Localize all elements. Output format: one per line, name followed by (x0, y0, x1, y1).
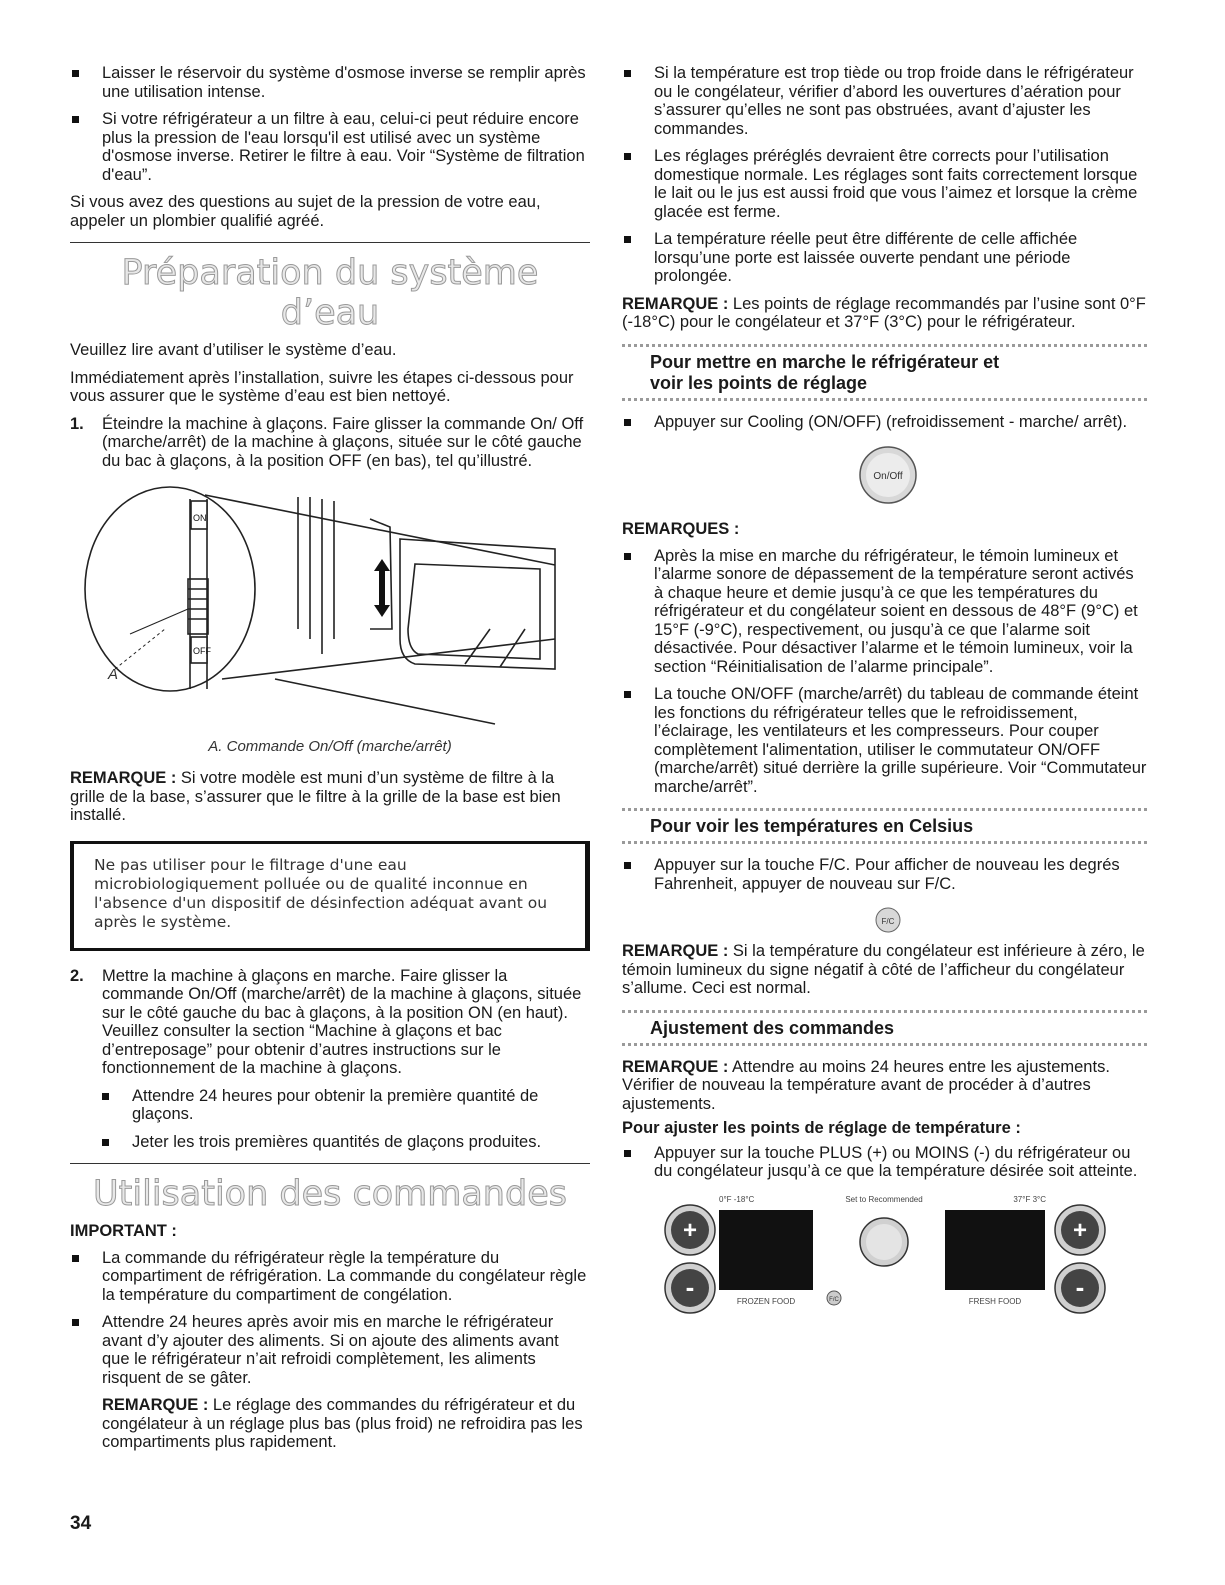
on-label: ON (193, 513, 207, 523)
minus-sign: - (685, 1271, 695, 1302)
control-panel-figure (622, 1190, 1147, 1315)
up-down-arrow-icon (374, 559, 390, 617)
remarque-text: Si la température du congélateur est inférieure à zéro, le témoin lumineux du signe négatif à côté de l’afficheur du congélateur s’allume. Ceci est normal. (622, 942, 1145, 997)
remarque-filter (70, 769, 590, 825)
fc-button-figure (622, 902, 1147, 942)
fc-small-label: F/C (829, 1296, 839, 1303)
frozen-food-label: FROZEN FOOD (736, 1296, 796, 1306)
list-item: Après la mise en marche du réfrigérateur, le témoin lumineux et l’alarme sonore de dépassement de la température seront activés à chaque heure et demie jusqu’à ce que les températures du réfrigérateur et du congélateur soient en dessous de 48°F (9°C) et 15°F (-9°C), respectivement, ou jusqu’à ce que l’alarme soit désactivée. Pour désactiver l’alarme et le témoin lumineux, voir la section “Réinitialisation de l’alarme principale”. (622, 547, 1147, 677)
remarque-text: Si votre modèle est muni d’un système de filtre à la grille de la base, s’assurer que le filtre à la grille de la base est bien installé. (70, 769, 561, 824)
section-heading-start (622, 344, 1147, 401)
remarque-label: REMARQUE : (622, 942, 729, 960)
freezer-display (719, 1210, 813, 1290)
section-heading-celsius: Pour voir les températures en Celsius (622, 808, 1147, 844)
usage-remarque (102, 1396, 590, 1452)
list-item: Appuyer sur la touche PLUS (+) ou MOINS (-) du réfrigérateur ou du congélateur jusqu’à ce que la température désirée soit atteinte. (622, 1144, 1147, 1181)
freezer-plus-button (665, 1205, 715, 1255)
list-item: Laisser le réservoir du système d'osmose inverse se remplir après une utilisation intense. (70, 64, 590, 101)
remarque-text: Les points de réglage recommandés par l’usine sont 0°F (-18°C) pour le congélateur et 37°F (3°C) pour le réfrigérateur. (622, 294, 1146, 331)
set-recommended-label: Set to Recommended (845, 1194, 923, 1204)
step-1 (70, 415, 590, 471)
paragraph: Immédiatement après l’installation, suivre les étapes ci-dessous pour vous assurer que le système d’eau est bien nettoyé. (70, 368, 574, 405)
adjust-label: Pour ajuster les points de réglage de température : (622, 1119, 1021, 1137)
step-text: Éteindre la machine à glaçons. Faire glisser la commande On/ Off (marche/arrêt) de la machine à glaçons, située sur le côté gauche du bac à glaçons, à la position OFF (en bas), tel qu’illustré. (102, 414, 584, 470)
list-item: La commande du réfrigérateur règle la température du compartiment de réfrigération. La commande du congélateur règle la température du compartiment de congélation. (70, 1249, 590, 1305)
figure-caption: A. Commande On/Off (marche/arrêt) (208, 738, 452, 755)
ice-maker-figure (70, 479, 590, 734)
remarque-label: REMARQUE : (102, 1396, 209, 1414)
right-column (622, 64, 1147, 1315)
onoff-button-figure (622, 440, 1147, 520)
minus-sign: - (1075, 1271, 1085, 1302)
freezer-temp-label: 0°F -18°C (719, 1194, 755, 1204)
remarque-setpoints (622, 295, 1147, 332)
remarque-text: Le réglage des commandes du réfrigérateur et du congélateur à un réglage plus bas (plus froid) ne refroidira pas les compartiments plus rapidement. (102, 1396, 583, 1451)
fridge-temp-label: 37°F 3°C (1013, 1194, 1046, 1204)
warning-text: Ne pas utiliser pour le filtrage d'une eau microbiologiquement polluée ou de qualité inconnue en l'absence d'un dispositif de désinfection adéquat avant ou après le système. (94, 855, 548, 931)
pressure-note: Si vous avez des questions au sujet de la pression de votre eau, appeler un plombier qualifié agréé. (70, 193, 541, 230)
heading-line: voir les points de réglage (650, 372, 868, 393)
remarque-text: Attendre au moins 24 heures entre les ajustements. Vérifier de nouveau la température avant de procéder à d’autres ajustements. (622, 1057, 1110, 1113)
ice-maker-drawing (85, 487, 555, 724)
list-item: Les réglages préréglés devraient être corrects pour l’utilisation domestique normale. Les réglages sont faits correctement lorsque le lait ou le jus est aussi froid que vous l’aimez et lorsque la crème glacée est ferme. (622, 147, 1147, 221)
list-item: La touche ON/OFF (marche/arrêt) du tableau de commande éteint les fonctions du réfrigérateur telles que le refroidissement, l’éclairage, les ventilateurs et les compresseurs. Pour couper complètement l'alimentation, utiliser le commutateur ON/OFF (marche/arrêt) situé derrière la grille supérieure. Voir “Commutateur marche/arrêt”. (622, 685, 1147, 796)
step-number: 1. (70, 414, 84, 433)
plus-sign: + (682, 1216, 698, 1244)
remarque-label: REMARQUE : (622, 1057, 729, 1076)
figure-letter: A (108, 666, 119, 683)
list-item: Si la température est trop tiède ou trop froide dans le réfrigérateur ou le congélateur, vérifier d’abord les ouvertures d’aération pour s’assurer qu’elles ne sont pas obstruées, avant d’ajuster les commandes. (622, 64, 1147, 138)
fresh-food-label: FRESH FOOD (968, 1296, 1022, 1306)
step-text: Mettre la machine à glaçons en marche. Faire glisser la commande On/Off (marche/arrêt) de la machine à glaçons, située sur le côté gauche du bac à glaçons, à la position ON (en haut). Veuillez consulter la section “Machine à glaçons et bac d’entreposage” pour obtenir d’autres instructions sur le fonctionnement de la machine à glaçons. (102, 966, 582, 1077)
plus-sign: + (1072, 1216, 1088, 1244)
divider (70, 242, 590, 243)
remarque-wait (622, 1058, 1147, 1114)
list-item: La température réelle peut être différente de celle affichée lorsqu’une porte est laissée ouverte pendant une période prolongée. (622, 230, 1147, 286)
fridge-display (945, 1210, 1045, 1290)
step-2 (70, 967, 590, 1078)
step-number: 2. (70, 966, 84, 985)
fc-button-label: F/C (881, 917, 895, 926)
list-item: Si votre réfrigérateur a un filtre à eau, celui-ci peut réduire encore plus la pression de l'eau lorsqu'il est utilisé avec un système d'osmose inverse. Retirer le filtre à eau. Voir “Système de filtration d'eau”. (70, 110, 590, 184)
list-item: Jeter les trois premières quantités de glaçons produites. (100, 1133, 590, 1152)
list-item: Appuyer sur la touche F/C. Pour afficher de nouveau les degrés Fahrenheit, appuyer de nouveau sur F/C. (622, 856, 1147, 893)
warning-box (70, 841, 590, 951)
page-number: 34 (70, 1513, 92, 1534)
onoff-button-label: On/Off (873, 471, 903, 482)
section-title-preparation: Préparation du système d’eau (121, 253, 539, 333)
list-item: Appuyer sur Cooling (ON/OFF) (refroidissement - marche/ arrêt). (622, 413, 1147, 432)
important-label: IMPORTANT : (70, 1222, 177, 1240)
remarques-label: REMARQUES : (622, 520, 740, 538)
off-label: OFF (193, 646, 211, 656)
fridge-minus-button (1055, 1263, 1105, 1313)
fridge-plus-button (1055, 1205, 1105, 1255)
section-heading-adjust: Ajustement des commandes (622, 1010, 1147, 1046)
paragraph: Veuillez lire avant d’utiliser le système d’eau. (70, 341, 397, 359)
remarque-label: REMARQUE : (70, 769, 177, 787)
left-column (70, 64, 590, 1452)
section-title-usage: Utilisation des commandes (93, 1174, 567, 1214)
divider (70, 1163, 590, 1164)
heading-line: Pour mettre en marche le réfrigérateur et (650, 351, 1000, 372)
remarque-label: REMARQUE : (622, 294, 729, 313)
list-item: Attendre 24 heures pour obtenir la première quantité de glaçons. (100, 1087, 590, 1124)
list-item: Attendre 24 heures après avoir mis en marche le réfrigérateur avant d’y ajouter des aliments. Si on ajoute des aliments avant que le réfrigérateur n’ait refroidi complètement, les aliments risquent de se gâter. (70, 1313, 590, 1387)
freezer-minus-button (665, 1263, 715, 1313)
remarque-zero (622, 942, 1147, 998)
